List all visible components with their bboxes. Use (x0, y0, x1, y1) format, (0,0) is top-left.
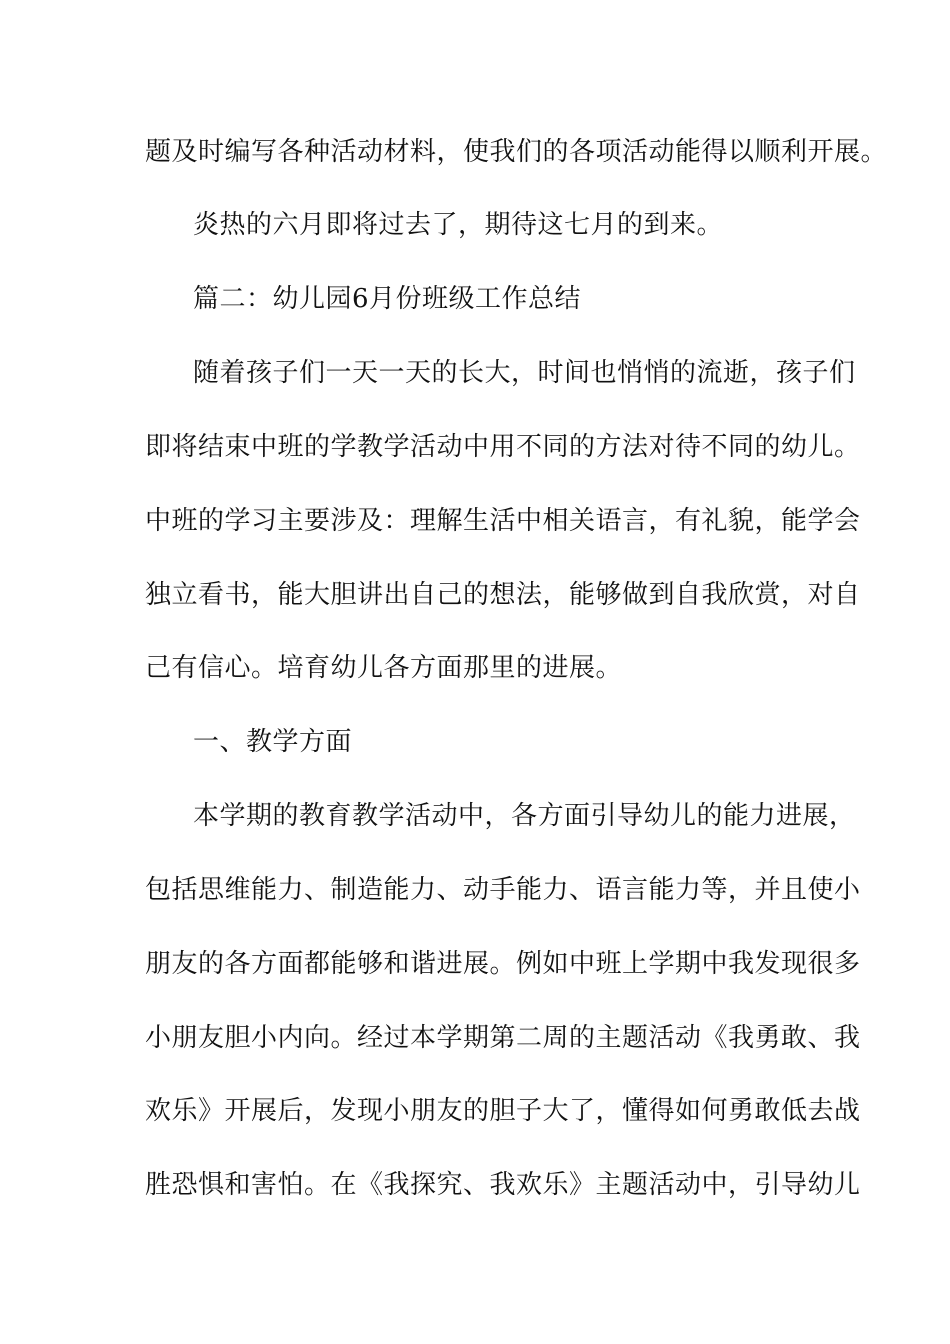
paragraph-line: 朋友的各方面都能够和谐进展。例如中班上学期中我发现很多 (145, 949, 861, 979)
paragraph-line: 随着孩子们一天一天的长大，时间也悄悄的流逝，孩子们 (193, 358, 856, 388)
paragraph-line: 己有信心。培育幼儿各方面那里的进展。 (145, 653, 623, 683)
paragraph-line: 包括思维能力、制造能力、动手能力、语言能力等，并且使小 (145, 875, 861, 905)
paragraph-line: 题及时编写各种活动材料，使我们的各项活动能得以顺利开展。 (145, 137, 888, 167)
paragraph-line: 胜恐惧和害怕。在《我探究、我欢乐》主题活动中，引导幼儿 (145, 1170, 861, 1200)
section-title: 篇二：幼儿园6月份班级工作总结 (193, 284, 582, 314)
paragraph-line: 即将结束中班的学教学活动中用不同的方法对待不同的幼儿。 (145, 432, 861, 462)
paragraph-line: 炎热的六月即将过去了，期待这七月的到来。 (193, 210, 724, 240)
paragraph-line: 小朋友胆小内向。经过本学期第二周的主题活动《我勇敢、我 (145, 1023, 861, 1053)
section-heading: 一、教学方面 (193, 727, 353, 757)
paragraph-line: 本学期的教育教学活动中，各方面引导幼儿的能力进展， (193, 801, 856, 831)
paragraph-line: 独立看书，能大胆讲出自己的想法，能够做到自我欣赏，对自 (145, 580, 861, 610)
paragraph-line: 中班的学习主要涉及：理解生活中相关语言，有礼貌，能学会 (145, 506, 861, 536)
paragraph-line: 欢乐》开展后，发现小朋友的胆子大了，懂得如何勇敢低去战 (145, 1096, 861, 1126)
